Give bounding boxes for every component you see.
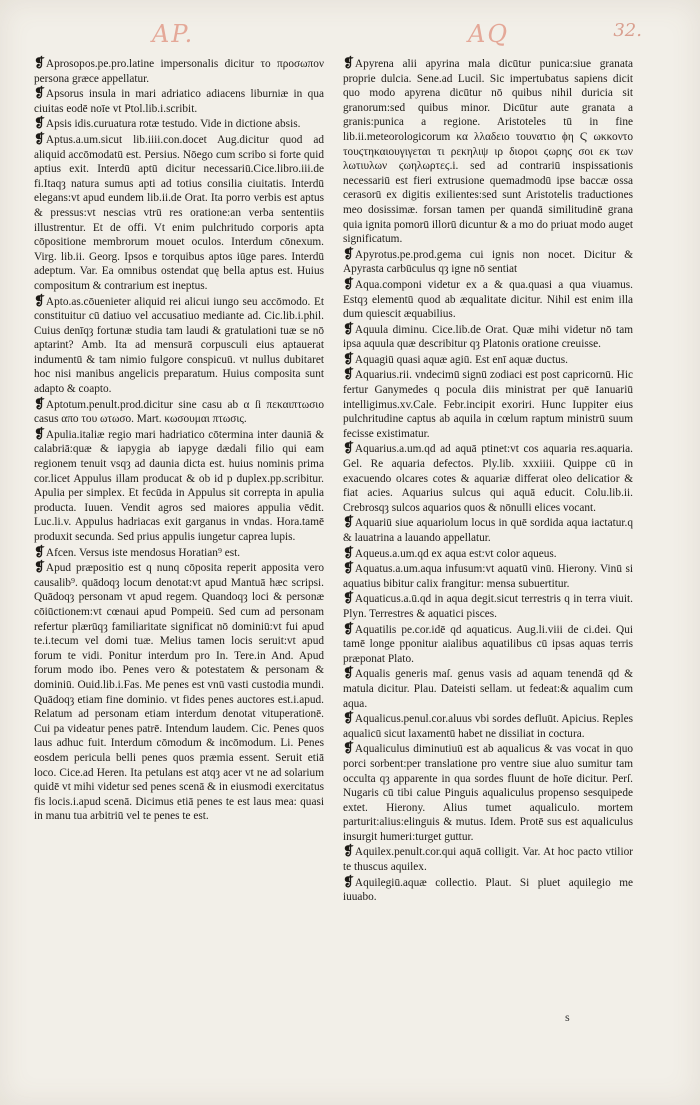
entry-aprosopos <box>34 56 324 86</box>
entry-text: Apto.as.cōuenieter aliquid rei alicui iungo seu accōmodo. Et constituitur cū datiuo vel accusatiuo mediante ad. Cic.lib.i.phil. Cuius denīqȝ fortunæ studia tam laudi & gratulationi tuæ se nō aptarint? Amb. Ita ad mensurā corpusculi eius aptauerat indumentū & tam nimio fulgore conspicuū. vt nullus dubitaret hoc nisi manibus angelicis preparatum. Huius composita sunt adapto & coapto. <box>34 295 324 396</box>
pilcrow-icon: ❡ <box>34 292 45 308</box>
entry-aqua <box>343 277 633 322</box>
pilcrow-icon: ❡ <box>343 560 354 576</box>
pilcrow-icon: ❡ <box>34 55 45 70</box>
entry-apsorus <box>34 86 324 116</box>
entry-aqualicus <box>343 711 633 741</box>
entry-aquilex <box>343 844 633 874</box>
entry-text: Aqueus.a.um.qd ex aqua est:vt color aqueus. <box>354 547 557 560</box>
pilcrow-icon: ❡ <box>343 55 354 70</box>
entry-aquula <box>343 322 633 352</box>
entry-aquarius-sign <box>343 367 633 441</box>
entry-aqualis <box>343 666 633 711</box>
pilcrow-icon: ❡ <box>343 873 354 889</box>
entry-text: Aprosopos.pe.pro.latine impersonalis dicitur το προσωπον persona græce appellatur. <box>34 58 324 85</box>
pilcrow-icon: ❡ <box>343 620 354 636</box>
entry-text: Aquagiū quasi aquæ agiū. Est enī aquæ ductus. <box>354 353 568 366</box>
entry-aqueus <box>343 546 633 562</box>
pilcrow-icon: ❡ <box>34 85 45 101</box>
pilcrow-icon: ❡ <box>343 366 354 382</box>
signature-mark: s <box>565 1010 570 1024</box>
entry-text: Aqualiculus diminutiuū est ab aqualicus & vas vocat in quo porci sorbent:per translatione pro ventre siue aluo sumitur tam occulta qȝ apparente in qua sordes fluunt de hoīe dicitur. Perſ. Nugaris cū tibi calue Pinguis aqualiculus propenso sesquipede extet. Hierony. Alius tumet aqualiculo. mortem parturit:alius:elinguis & mutus. Idem. Protē sus est aqualiculus insurgit humeri:turget guttur. <box>343 743 633 843</box>
entry-aquarium <box>343 515 633 545</box>
margin-note-left: AP. <box>152 20 195 48</box>
pilcrow-icon: ❡ <box>343 740 354 756</box>
folio-number: 32. <box>613 20 642 41</box>
entry-text: Apud præpositio est q nunq cōposita reperit apposita vero causalib⁹. quādoqȝ locum denotat:vt apud Mantuā hæc scripsi. Quādoqȝ personam vt apud regem. Quandoqȝ loci & personæ cōiūctionem:vt cœnaui apud Pompeiū. Sed cum ad personam refertur plærūqȝ familiaritate significat nō dominiū:vt fui apud te.i.tecum vel domi tuæ. Melius tamen locis seruit:vt apud forum te vidi. Ponitur interdum pro In. Tere.in And. Apud forum modo ibo. Penes vero & potestatem & personam & dominiū. Ouid.lib.i.Fas. Me penes est vnū vasti custodia mundi. Quādoqȝ etiam fine dominio. vt fides penes auctores est.i.apud. Relatum ad personam etiam interdum denotat vituperationē. Cui pa videatur penes patrē. Intendum laudem. Cic. Penes quos laus adhuc fuit. Interdum cōmodum & incōmodum. Li. Penes eosdem pericula belli penes quos præmia essent. Seruit etiā loco. Cice.ad Heren. Ita petulans est atqȝ acer vt ne ad solarium quidē vt mihi videtur sed penes scenā & in eiusmodi exercitatus fis locis.i.apud scenā. Dicimus etiā penes te est laus mea: quasi in manu tua arbitriū vel te penes te est. <box>34 562 324 823</box>
pilcrow-icon: ❡ <box>34 425 45 441</box>
entry-text: Aquarius.rii. vndecimū signū zodiaci est post capricornū. Hic fertur Ganymedes q pocula diis ministrat per quē Ianuariū intelligimus.xv.Cale. Febr.incipit exoriri. Hunc Iuppiter eius pulchritudine captus ab aquila in cœlum raptum ministrū suum fecisse existimatur. <box>343 369 633 440</box>
entry-aquaticus <box>343 591 633 621</box>
pilcrow-icon: ❡ <box>343 514 354 530</box>
entry-text: Aquilex.penult.cor.qui aquā colligit. Var. At hoc pacto vtilior te thuscus aquilex. <box>343 846 633 874</box>
entry-text: Aquarius.a.um.qd ad aquā ptinet:vt cos aquaria res.aquaria. Gel. Re aquaria defectos. Ply.lib. xxxiiii. Quippe cū in exacuendo olcares cotes & aquariæ differat oleo delicatior & fiat acies. Aquarius sulcus qui aquā educit. Colu.lib.ii. Crebrosqȝ sulcos aquarios quos & nōnulli elices vocant. <box>343 443 633 514</box>
entry-aquatilis <box>343 622 633 667</box>
entry-apyrena <box>343 56 633 247</box>
pilcrow-icon: ❡ <box>343 245 354 261</box>
pilcrow-icon: ❡ <box>343 350 354 366</box>
entry-text: Apsorus insula in mari adriatico adiacens liburniæ in qua ciuitas eodē noīe vt Ptol.lib.i.scribit. <box>34 88 324 115</box>
entry-text: Aqua.componi videtur ex a & qua.quasi a qua viuamus. Estqȝ elementū quod ab æqualitate dicitur. Nihil est enim illa dum quiescit æquabilius. <box>343 278 633 321</box>
entry-text: Aptotum.penult.prod.dicitur sine casu ab α ſi πεκαιπτωσιο casus απο του ωτωσο. Mart. κωσουμαι πτωσις. <box>34 398 324 426</box>
pilcrow-icon: ❡ <box>343 320 354 336</box>
entry-text: Aquatus.a.um.aqua infusum:vt aquatū vinū. Hierony. Vinū si aquatius bibitur calix frangitur: mensa subuertitur. <box>343 563 633 590</box>
pilcrow-icon: ❡ <box>343 590 354 606</box>
entry-aquatus <box>343 561 633 591</box>
pilcrow-icon: ❡ <box>34 130 45 146</box>
entry-apulia <box>34 427 324 545</box>
entry-text: Afcen. Versus iste mendosus Horatian⁹ est. <box>45 546 241 559</box>
pilcrow-icon: ❡ <box>343 544 354 560</box>
entry-text: Aquilegiū.aquæ collectio. Plaut. Si pluet aquilegio me iuuabo. <box>343 876 633 904</box>
pilcrow-icon: ❡ <box>34 559 45 575</box>
entry-aptotum <box>34 397 324 427</box>
entry-apto <box>34 294 324 397</box>
pilcrow-icon: ❡ <box>343 843 354 859</box>
entry-text: Apyrotus.pe.prod.gema cui ignis non nocet. Dicitur & Apyrasta carbūculus qȝ igne nō sentiat <box>343 248 633 276</box>
entry-afcen <box>34 545 324 561</box>
entry-apyrotus <box>343 247 633 277</box>
entry-aqualiculus <box>343 741 633 844</box>
entry-text: Aqualicus.penul.cor.aluus vbi sordes defluūt. Apicius. Reples aqualicū sicut laxamentū habet ne dissiliat in coctura. <box>343 713 633 740</box>
entry-apud <box>34 560 324 824</box>
pilcrow-icon: ❡ <box>343 440 354 456</box>
entry-text: Aqualis generis maſ. genus vasis ad aquam tenendā qd & matula dicitur. Plau. Dateisti sellam. ut fedeat:& aqualim cum aqua. <box>343 668 633 710</box>
entry-text: Aquariū siue aquariolum locus in quē sordida aqua iactatur.q & lauatrina a lauando appellatur. <box>343 517 633 544</box>
entry-text: Aptus.a.um.sicut lib.iiii.con.docet Aug.dicitur quod ad aliquid accōmodatū est. Persius. Nōego cum scribo si forte quid aptius exit. Interdū aptū dicitur necessariū.Cice.libro.iii.de fi.Itaqȝ natura sumus apti ad totius consilia ciuitatis. Interdū elegans:vt apud eundem lib.ii.de Orat. Ita porro verbis est aptus & pressus:vt nescias vtrū res oratione:an verba sententiis illustrentur. Et de offi. Vt enim pulchritudo corporis apta cōpositione membrorum mouet oculos. Interdum cōnexum. Virg. lib.ii. Georg. Ipsos e torquibus aptos iūge pares. Interdū adeptum. Var. Ea omnibus ostendat quę bella aptus est. Huius compositum & contrarium est ineptus. <box>34 133 324 292</box>
entry-apsis <box>34 116 324 132</box>
entry-text: Aquula diminu. Cice.lib.de Orat. Quæ mihi videtur nō tam ipsa aquula quæ describitur qȝ Platonis oratione creuisse. <box>343 323 633 351</box>
entry-aquilegium <box>343 875 633 905</box>
entry-text: Apsis idis.curuatura rotæ testudo. Vide in dictione absis. <box>45 118 301 131</box>
entry-aquarius-adj <box>343 441 633 515</box>
entry-aptus <box>34 132 324 294</box>
pilcrow-icon: ❡ <box>343 710 354 726</box>
right-column <box>343 56 633 905</box>
entry-text: Apyrena alii apyrina mala dicūtur punica:siue granata proprie dulcia. Sene.ad Lucil. Sic impertubatus sapiens dicit quo modo apyrena dicūtur nō quibus nihil duricia sit granorum:sed quibus minor. Dicūtur aute granata a granis:punica a regione. Aristoteles tū in fine lib.ii.meteorologicorum κα λλαδειο τουνατιο ϕη Ϛ ωκκοντο τουϛτηκαιουγιγεται τι ρεκηλιψ ιρ διοροι ϛωρηϛ σοι εκ των λωτιυλων ϛωηλωρτεϛ.i. sed ad contrariū inspissationis necessariū est fieri extrusione quemadmodū ipse baccæ ossa cerasorū ex digitis exilientes:sed sunt Aristotelis traductiones meo dosissimæ. forsan tamen per quandā similitudinē grana quia ignita pomorū illorū dicuntur & a mo do priuat modo auget significatum. <box>343 58 633 246</box>
pilcrow-icon: ❡ <box>343 275 354 291</box>
pilcrow-icon: ❡ <box>34 395 45 411</box>
entry-text: Aquatilis pe.cor.idē qd aquaticus. Aug.li.viii de ci.dei. Qui tamē longe pponitur aialibus aquatilibus cū ipsas aquas terris præponat Plato. <box>343 623 633 665</box>
pilcrow-icon: ❡ <box>343 665 354 681</box>
entry-aquagium <box>343 352 633 368</box>
left-column <box>34 56 324 824</box>
entry-text: Apulia.italiæ regio mari hadriatico cōtermina inter dauniā & calabriā:quæ & iapygia ab iapyge dædali filio qui eam regionem tenuit vsqȝ ad daunia dicta est. huius nominis prima cor.licet Appulus illam producat & ob id p duplex.pp.scribitur. Apulia per simplex. Et fecūda in Appulus sit correpta in apulia producta. Iuuen. Vendit agros sed maiores appulia vēdit. Luc.li.v. Appulus hadriacas exit garganus in vndas. Hora.tamē produxit secunda. Sed prius appulis iungetur caprea lupis. <box>34 428 324 543</box>
margin-note-center: AQ <box>468 20 510 48</box>
entry-text: Aquaticus.a.ū.qd in aqua degit.sicut terrestris q in terra viuit. Plyn. Terrestres & aquatici pisces. <box>343 593 633 620</box>
pilcrow-icon: ❡ <box>34 543 45 559</box>
pilcrow-icon: ❡ <box>34 115 45 131</box>
